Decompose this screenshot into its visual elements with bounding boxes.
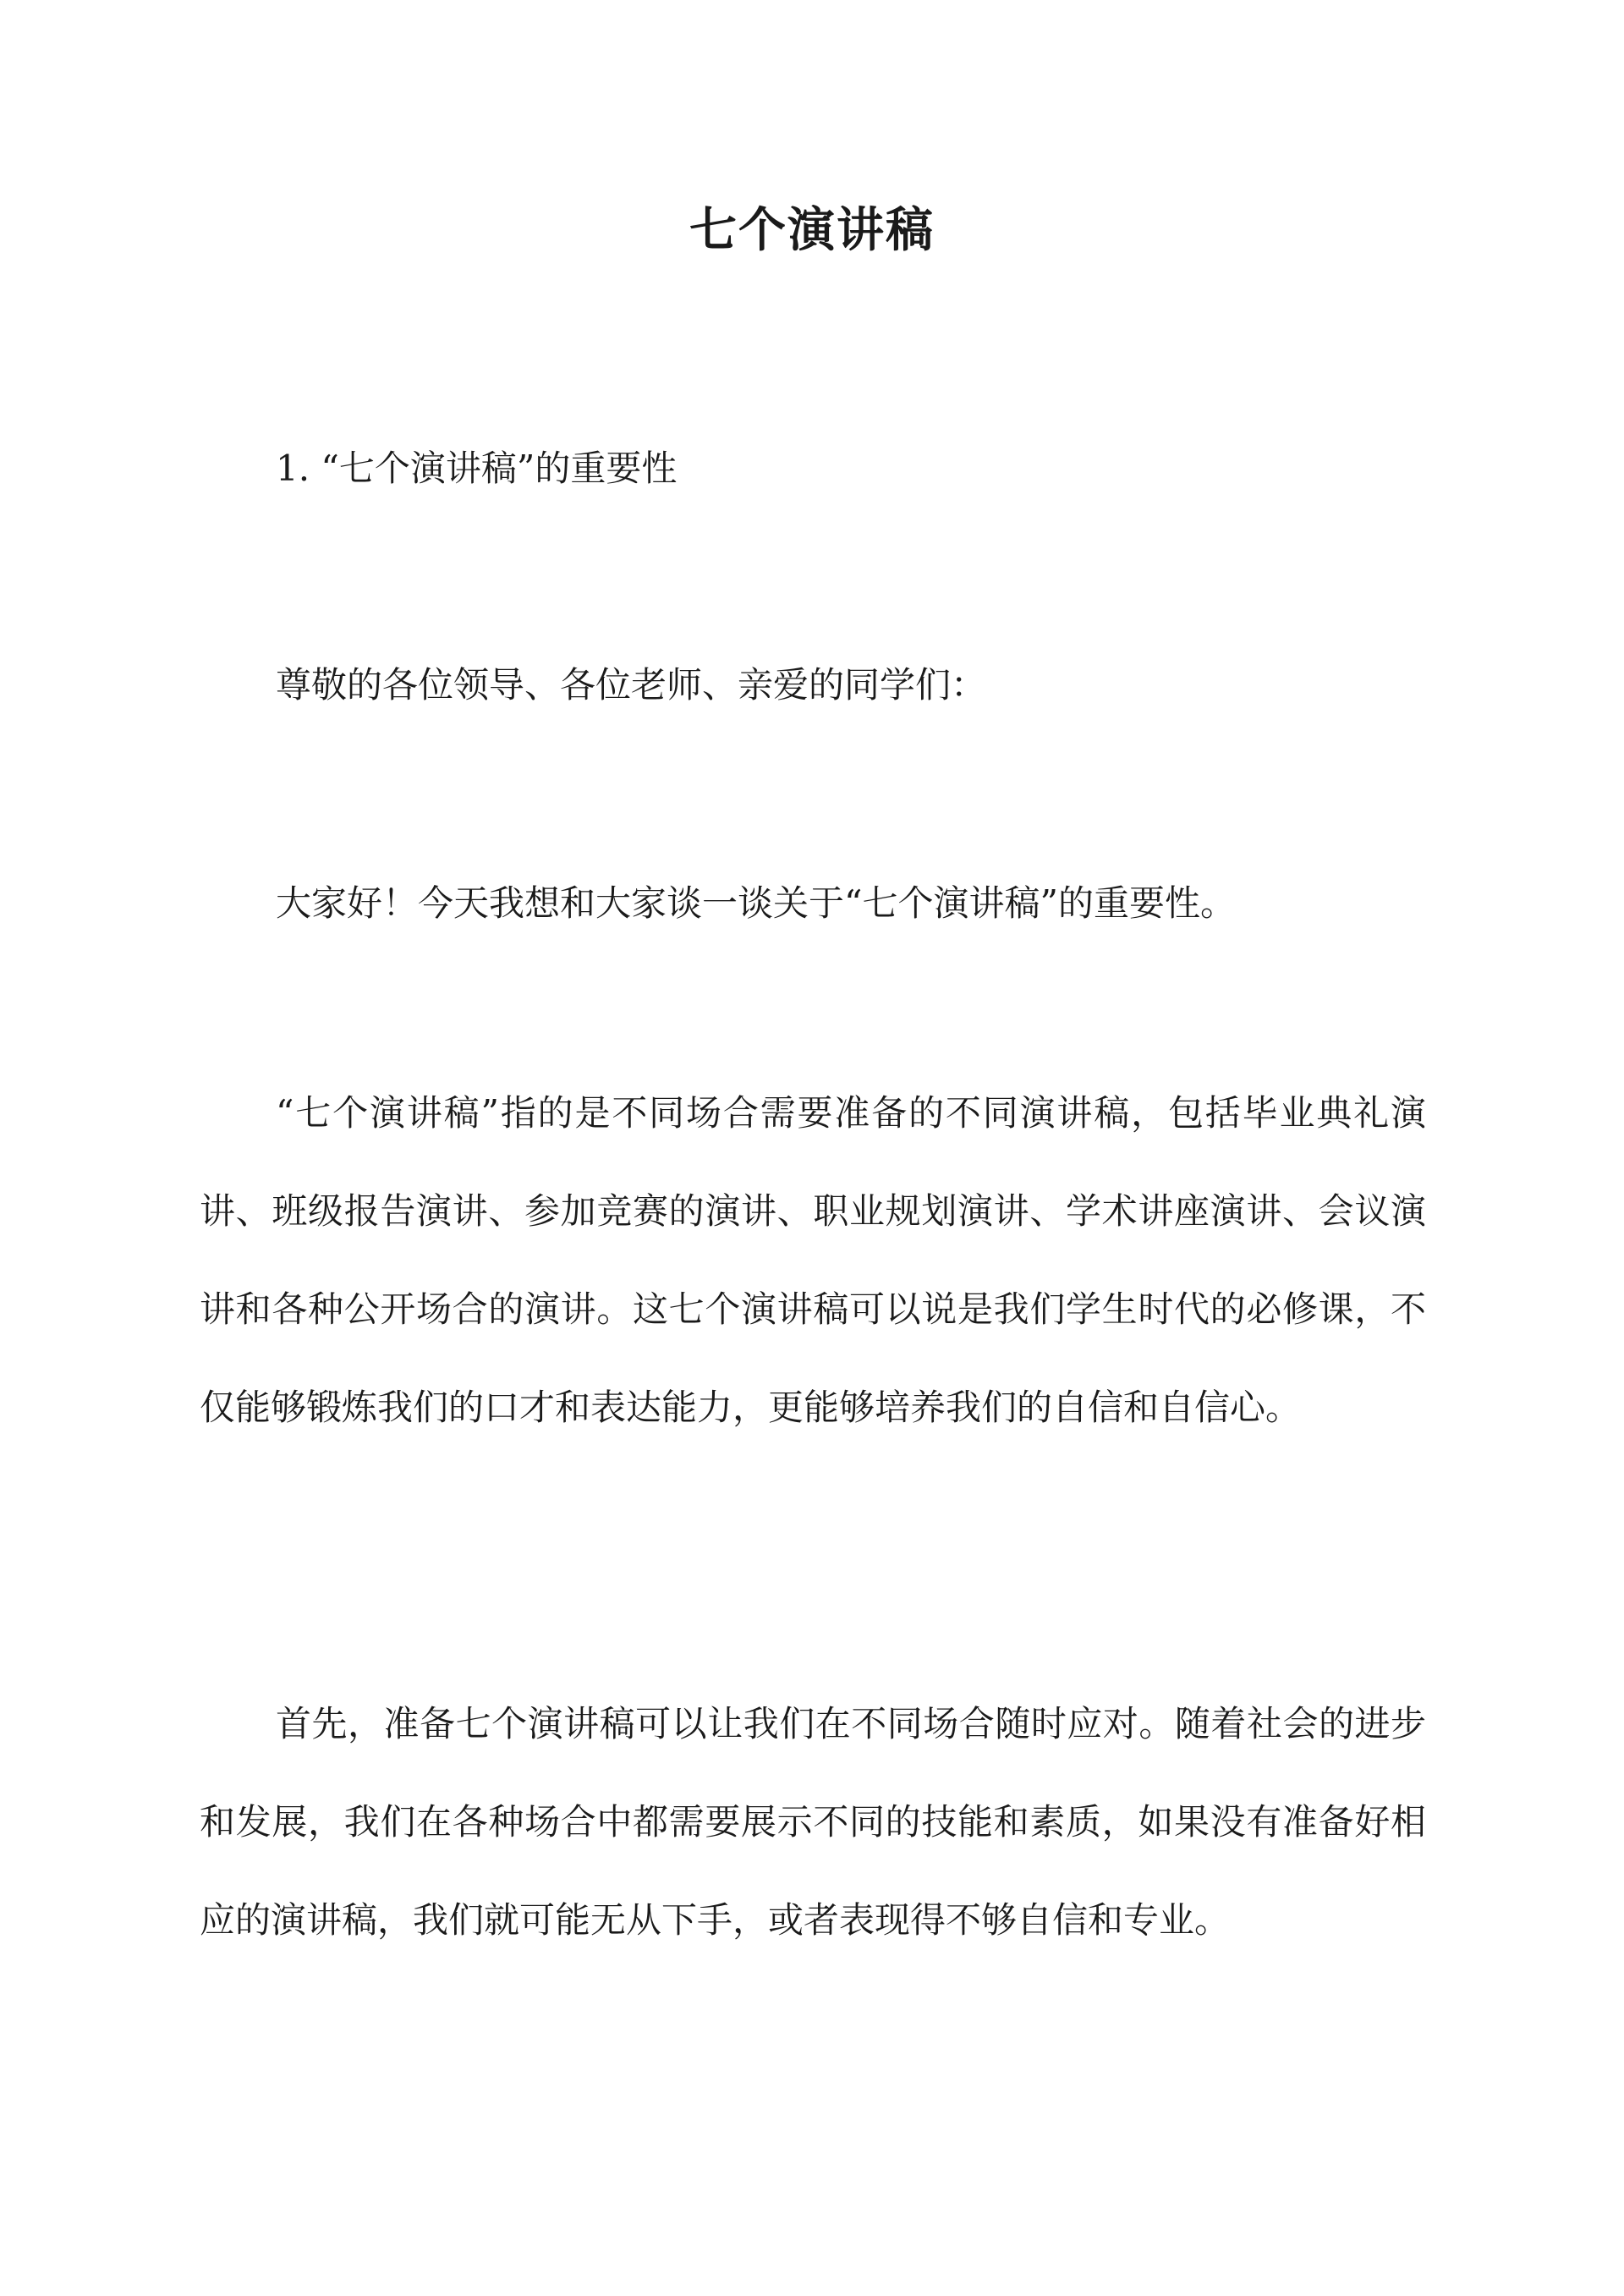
paragraph-definition: “七个演讲稿”指的是不同场合需要准备的不同演讲稿，包括毕业典礼演讲、班级报告演讲、参加竞赛的演讲、职业规划演讲、学术讲座演讲、会议演讲和各种公开场合的演讲。这七个演讲稿可以说是我们学生时代的必修课，不仅能够锻炼我们的口才和表达能力，更能够培养我们的自信和自信心。 bbox=[200, 1092, 1426, 1428]
document-title: 七个演讲稿 bbox=[689, 202, 935, 258]
section-heading: 1. “七个演讲稿”的重要性 bbox=[276, 448, 678, 489]
paragraph-first-point: 首先，准备七个演讲稿可以让我们在不同场合随时应对。随着社会的进步和发展，我们在各种场合中都需要展示不同的技能和素质，如果没有准备好相应的演讲稿，我们就可能无从下手，或者表现得不够自信和专业。 bbox=[200, 1703, 1426, 1941]
paragraph-intro: 大家好！今天我想和大家谈一谈关于“七个演讲稿”的重要性。 bbox=[276, 882, 1236, 924]
greeting-paragraph: 尊敬的各位领导、各位老师、亲爱的同学们： bbox=[276, 664, 987, 706]
